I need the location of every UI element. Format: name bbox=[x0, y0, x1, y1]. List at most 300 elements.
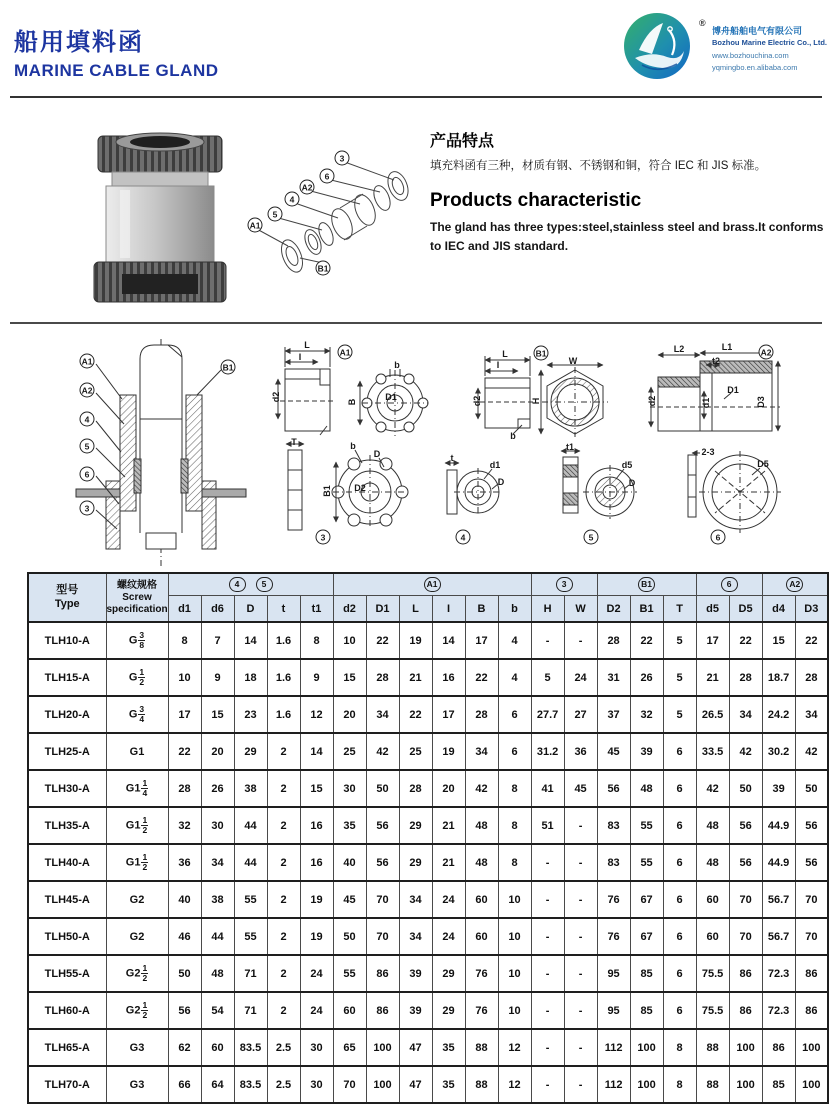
cell-I: 17 bbox=[432, 696, 465, 733]
cell-t1: 8 bbox=[300, 622, 333, 659]
cell-D3: 70 bbox=[795, 881, 828, 918]
cell-D1: 86 bbox=[366, 992, 399, 1029]
part-number-badge: 4 bbox=[229, 577, 246, 592]
dim-label-b: b bbox=[510, 431, 516, 441]
callout-5: 5 bbox=[584, 530, 599, 545]
cell-d1: 66 bbox=[168, 1066, 201, 1103]
cell-d4: 18.7 bbox=[762, 659, 795, 696]
col-header-D3: D3 bbox=[795, 596, 828, 623]
cell-D: 18 bbox=[234, 659, 267, 696]
cell-D1: 70 bbox=[366, 881, 399, 918]
cell-d1: 62 bbox=[168, 1029, 201, 1066]
cell-d2: 20 bbox=[333, 696, 366, 733]
cell-H: - bbox=[531, 844, 564, 881]
dim-label-b: b bbox=[350, 441, 356, 451]
col-header-b: b bbox=[498, 596, 531, 623]
cell-D1: 42 bbox=[366, 733, 399, 770]
cell-d2: 45 bbox=[333, 881, 366, 918]
cell-d2: 25 bbox=[333, 733, 366, 770]
cell-d2: 35 bbox=[333, 807, 366, 844]
cell-D: 14 bbox=[234, 622, 267, 659]
cell-D1: 100 bbox=[366, 1029, 399, 1066]
cell-t: 2 bbox=[267, 770, 300, 807]
cell-D5: 70 bbox=[729, 881, 762, 918]
cell-D1: 28 bbox=[366, 659, 399, 696]
cell-W: - bbox=[564, 955, 597, 992]
cell-H: - bbox=[531, 622, 564, 659]
cell-d2: 50 bbox=[333, 918, 366, 955]
cell-D5: 86 bbox=[729, 992, 762, 1029]
cell-D3: 28 bbox=[795, 659, 828, 696]
cell-L: 19 bbox=[399, 622, 432, 659]
cell-t: 1.6 bbox=[267, 696, 300, 733]
cell-d1: 22 bbox=[168, 733, 201, 770]
part-number-badge: 5 bbox=[256, 577, 273, 592]
cell-t1: 30 bbox=[300, 1066, 333, 1103]
cell-L: 29 bbox=[399, 807, 432, 844]
cell-d2: 60 bbox=[333, 992, 366, 1029]
cell-b: 10 bbox=[498, 881, 531, 918]
cell-I: 24 bbox=[432, 918, 465, 955]
cell-H: 41 bbox=[531, 770, 564, 807]
cell-B1: 32 bbox=[630, 696, 663, 733]
cell-T: 6 bbox=[663, 955, 696, 992]
cell-D1: 34 bbox=[366, 696, 399, 733]
cell-type: TLH55-A bbox=[28, 955, 106, 992]
cell-b: 10 bbox=[498, 955, 531, 992]
cell-d6: 34 bbox=[201, 844, 234, 881]
cell-t1: 12 bbox=[300, 696, 333, 733]
cell-I: 29 bbox=[432, 955, 465, 992]
cell-D3: 100 bbox=[795, 1066, 828, 1103]
cell-L: 34 bbox=[399, 918, 432, 955]
dim-label-D: D bbox=[373, 449, 381, 459]
cell-d2: 40 bbox=[333, 844, 366, 881]
cell-I: 16 bbox=[432, 659, 465, 696]
cell-d6: 38 bbox=[201, 881, 234, 918]
cell-D3: 86 bbox=[795, 955, 828, 992]
cell-D2: 45 bbox=[597, 733, 630, 770]
cell-D2: 95 bbox=[597, 955, 630, 992]
cell-L: 47 bbox=[399, 1066, 432, 1103]
cell-b: 10 bbox=[498, 918, 531, 955]
dim-label-L: L bbox=[304, 340, 310, 350]
callout-6: 6 bbox=[320, 169, 335, 184]
cell-H: - bbox=[531, 1029, 564, 1066]
cell-t: 1.6 bbox=[267, 622, 300, 659]
cell-b: 8 bbox=[498, 770, 531, 807]
cell-d1: 17 bbox=[168, 696, 201, 733]
cell-d5: 42 bbox=[696, 770, 729, 807]
cell-b: 4 bbox=[498, 622, 531, 659]
cell-screw-spec: G1 $\frac{1}{2}$ bbox=[106, 807, 168, 844]
cell-d4: 56.7 bbox=[762, 881, 795, 918]
cell-d1: 46 bbox=[168, 918, 201, 955]
cell-L: 28 bbox=[399, 770, 432, 807]
cell-screw-spec: G $\frac{1}{2}$ bbox=[106, 659, 168, 696]
cell-H: 5 bbox=[531, 659, 564, 696]
callout-6: 6 bbox=[80, 467, 95, 482]
cell-t1: 14 bbox=[300, 733, 333, 770]
cell-L: 29 bbox=[399, 844, 432, 881]
cell-D5: 22 bbox=[729, 622, 762, 659]
cell-screw-spec: G $\frac{3}{4}$ bbox=[106, 696, 168, 733]
cell-B: 60 bbox=[465, 881, 498, 918]
cell-I: 35 bbox=[432, 1066, 465, 1103]
callout-A1: A1 bbox=[248, 218, 263, 233]
cell-d6: 20 bbox=[201, 733, 234, 770]
cell-d6: 30 bbox=[201, 807, 234, 844]
cell-d6: 9 bbox=[201, 659, 234, 696]
callout-B1: B1 bbox=[221, 360, 236, 375]
dim-label-d1: d1 bbox=[701, 397, 711, 409]
cell-D2: 76 bbox=[597, 918, 630, 955]
cell-D1: 56 bbox=[366, 844, 399, 881]
cell-W: - bbox=[564, 622, 597, 659]
cell-d2: 65 bbox=[333, 1029, 366, 1066]
callout-B1: B1 bbox=[534, 346, 549, 361]
col-header-d6: d6 bbox=[201, 596, 234, 623]
cell-D: 83.5 bbox=[234, 1066, 267, 1103]
cell-W: 36 bbox=[564, 733, 597, 770]
cell-D2: 56 bbox=[597, 770, 630, 807]
cell-D: 44 bbox=[234, 807, 267, 844]
cell-D: 38 bbox=[234, 770, 267, 807]
cell-T: 6 bbox=[663, 844, 696, 881]
cell-d4: 56.7 bbox=[762, 918, 795, 955]
dim-label-D5: D5 bbox=[757, 459, 769, 469]
cell-d5: 88 bbox=[696, 1029, 729, 1066]
col-header-I: I bbox=[432, 596, 465, 623]
col-header-d5: d5 bbox=[696, 596, 729, 623]
dim-label-I: I bbox=[298, 352, 302, 362]
cell-I: 35 bbox=[432, 1029, 465, 1066]
cell-b: 6 bbox=[498, 696, 531, 733]
cell-t1: 19 bbox=[300, 881, 333, 918]
cell-D2: 112 bbox=[597, 1029, 630, 1066]
cell-T: 6 bbox=[663, 807, 696, 844]
cell-screw-spec: G2 $\frac{1}{2}$ bbox=[106, 955, 168, 992]
cell-t: 2 bbox=[267, 992, 300, 1029]
cell-d1: 10 bbox=[168, 659, 201, 696]
cell-type: TLH15-A bbox=[28, 659, 106, 696]
cell-H: - bbox=[531, 955, 564, 992]
cell-L: 39 bbox=[399, 992, 432, 1029]
cell-d5: 88 bbox=[696, 1066, 729, 1103]
cell-t: 1.6 bbox=[267, 659, 300, 696]
cell-d5: 75.5 bbox=[696, 992, 729, 1029]
cell-L: 22 bbox=[399, 696, 432, 733]
cell-D5: 86 bbox=[729, 955, 762, 992]
cell-D3: 22 bbox=[795, 622, 828, 659]
dim-label-H: H bbox=[531, 397, 541, 405]
part-number-badge: 3 bbox=[556, 577, 573, 592]
cell-H: - bbox=[531, 1066, 564, 1103]
col-header-d2: d2 bbox=[333, 596, 366, 623]
cell-type: TLH20-A bbox=[28, 696, 106, 733]
company-name-en: Bozhou Marine Electric Co., Ltd. bbox=[712, 38, 828, 48]
cell-d5: 33.5 bbox=[696, 733, 729, 770]
cell-d6: 26 bbox=[201, 770, 234, 807]
cell-D5: 56 bbox=[729, 807, 762, 844]
cell-H: 31.2 bbox=[531, 733, 564, 770]
company-website-1: www.bozhouchina.com bbox=[712, 50, 789, 60]
dim-label-D3: D3 bbox=[756, 396, 766, 408]
cell-B: 48 bbox=[465, 844, 498, 881]
cell-B: 34 bbox=[465, 733, 498, 770]
dim-label-L2: L2 bbox=[673, 344, 685, 354]
dim-label-B1: B1 bbox=[322, 485, 332, 497]
features-body-cn: 填充料函有三种，材质有钢、不锈钢和铜，符合 IEC 和 JIS 标准。 bbox=[430, 160, 767, 172]
cell-t1: 19 bbox=[300, 918, 333, 955]
cell-d5: 60 bbox=[696, 918, 729, 955]
cell-T: 6 bbox=[663, 992, 696, 1029]
cell-D3: 42 bbox=[795, 733, 828, 770]
cell-d1: 56 bbox=[168, 992, 201, 1029]
part-number-badge: 6 bbox=[721, 577, 738, 592]
cell-screw-spec: G1 $\frac{1}{4}$ bbox=[106, 770, 168, 807]
dim-label-b: b bbox=[394, 360, 400, 370]
cell-D2: 95 bbox=[597, 992, 630, 1029]
cell-H: - bbox=[531, 881, 564, 918]
col-header-H: H bbox=[531, 596, 564, 623]
cell-D2: 83 bbox=[597, 844, 630, 881]
callout-A2: A2 bbox=[300, 180, 315, 195]
cell-t: 2.5 bbox=[267, 1066, 300, 1103]
part-number-badge: B1 bbox=[638, 577, 655, 592]
page-title-en: MARINE CABLE GLAND bbox=[14, 61, 219, 80]
cell-B1: 67 bbox=[630, 918, 663, 955]
cell-type: TLH30-A bbox=[28, 770, 106, 807]
col-header-W: W bbox=[564, 596, 597, 623]
cell-D3: 56 bbox=[795, 844, 828, 881]
cell-d1: 8 bbox=[168, 622, 201, 659]
col-header-L: L bbox=[399, 596, 432, 623]
col-header-T: T bbox=[663, 596, 696, 623]
cell-d4: 24.2 bbox=[762, 696, 795, 733]
features-heading-en: Products characteristic bbox=[430, 190, 642, 212]
cell-W: - bbox=[564, 844, 597, 881]
col-header-d1: d1 bbox=[168, 596, 201, 623]
page-title-cn: 船用填料函 bbox=[14, 29, 144, 56]
dim-label-D1: D1 bbox=[727, 385, 739, 395]
cell-T: 5 bbox=[663, 696, 696, 733]
col-header-type: 型号 Type bbox=[28, 573, 106, 622]
dim-label-t2: t2 bbox=[711, 356, 721, 366]
part-number-badge: A1 bbox=[424, 577, 441, 592]
cell-d6: 7 bbox=[201, 622, 234, 659]
cell-T: 8 bbox=[663, 1066, 696, 1103]
col-header-D: D bbox=[234, 596, 267, 623]
dim-label-d5: d5 bbox=[621, 460, 633, 470]
cell-H: - bbox=[531, 918, 564, 955]
col-header-B: B bbox=[465, 596, 498, 623]
cell-d1: 28 bbox=[168, 770, 201, 807]
cell-screw-spec: G2 bbox=[106, 918, 168, 955]
cell-B1: 55 bbox=[630, 807, 663, 844]
company-website-2: yqmingbo.en.alibaba.com bbox=[712, 63, 798, 72]
cell-D5: 34 bbox=[729, 696, 762, 733]
callout-5: 5 bbox=[80, 439, 95, 454]
cell-T: 8 bbox=[663, 1029, 696, 1066]
cell-d5: 48 bbox=[696, 807, 729, 844]
cell-D: 55 bbox=[234, 918, 267, 955]
cell-d6: 48 bbox=[201, 955, 234, 992]
cell-D3: 86 bbox=[795, 992, 828, 1029]
cell-D: 55 bbox=[234, 881, 267, 918]
dim-label-D: D bbox=[497, 477, 505, 487]
callout-3: 3 bbox=[316, 530, 331, 545]
cell-B: 17 bbox=[465, 622, 498, 659]
callout-6: 6 bbox=[711, 530, 726, 545]
cell-W: - bbox=[564, 918, 597, 955]
dim-label-D: D bbox=[628, 478, 636, 488]
cell-D1: 100 bbox=[366, 1066, 399, 1103]
callout-3: 3 bbox=[335, 151, 350, 166]
cell-d2: 55 bbox=[333, 955, 366, 992]
dim-label-L1: L1 bbox=[721, 342, 733, 352]
cell-d2: 70 bbox=[333, 1066, 366, 1103]
cell-t: 2.5 bbox=[267, 1029, 300, 1066]
cell-B1: 26 bbox=[630, 659, 663, 696]
cell-type: TLH50-A bbox=[28, 918, 106, 955]
cell-d4: 39 bbox=[762, 770, 795, 807]
cell-d5: 75.5 bbox=[696, 955, 729, 992]
cell-T: 6 bbox=[663, 770, 696, 807]
dim-label-B: B bbox=[347, 398, 357, 406]
callout-3: 3 bbox=[80, 501, 95, 516]
cell-t1: 16 bbox=[300, 844, 333, 881]
cell-D2: 28 bbox=[597, 622, 630, 659]
cell-D2: 83 bbox=[597, 807, 630, 844]
company-name-cn: 博舟船舶电气有限公司 bbox=[712, 26, 803, 36]
cell-D5: 70 bbox=[729, 918, 762, 955]
cell-D1: 70 bbox=[366, 918, 399, 955]
cell-d4: 44.9 bbox=[762, 807, 795, 844]
cell-B: 60 bbox=[465, 918, 498, 955]
part-number-badge: A2 bbox=[786, 577, 803, 592]
cell-T: 5 bbox=[663, 659, 696, 696]
cell-D1: 86 bbox=[366, 955, 399, 992]
cell-I: 19 bbox=[432, 733, 465, 770]
cell-t: 2 bbox=[267, 918, 300, 955]
cell-d1: 50 bbox=[168, 955, 201, 992]
cell-screw-spec: G3 bbox=[106, 1029, 168, 1066]
cell-B1: 39 bbox=[630, 733, 663, 770]
cell-H: 27.7 bbox=[531, 696, 564, 733]
cell-D: 29 bbox=[234, 733, 267, 770]
cell-d4: 72.3 bbox=[762, 955, 795, 992]
cell-screw-spec: G $\frac{3}{8}$ bbox=[106, 622, 168, 659]
features-heading-cn: 产品特点 bbox=[430, 133, 495, 150]
cell-d1: 32 bbox=[168, 807, 201, 844]
cell-d5: 60 bbox=[696, 881, 729, 918]
cell-t1: 9 bbox=[300, 659, 333, 696]
cell-b: 4 bbox=[498, 659, 531, 696]
cell-d5: 48 bbox=[696, 844, 729, 881]
cell-L: 25 bbox=[399, 733, 432, 770]
cell-L: 47 bbox=[399, 1029, 432, 1066]
cell-t1: 15 bbox=[300, 770, 333, 807]
cell-D5: 50 bbox=[729, 770, 762, 807]
cell-D2: 31 bbox=[597, 659, 630, 696]
cell-W: - bbox=[564, 1029, 597, 1066]
cell-d4: 15 bbox=[762, 622, 795, 659]
cell-screw-spec: G3 bbox=[106, 1066, 168, 1103]
col-header-D1: D1 bbox=[366, 596, 399, 623]
registered-mark: ® bbox=[699, 18, 706, 28]
cell-screw-spec: G2 bbox=[106, 881, 168, 918]
dim-label-I: I bbox=[496, 360, 500, 370]
cell-B1: 85 bbox=[630, 955, 663, 992]
dim-label-D2: D2 bbox=[354, 483, 366, 493]
cell-t1: 24 bbox=[300, 955, 333, 992]
dim-label-d1: d1 bbox=[489, 460, 501, 470]
dim-label-2-3: 2-3 bbox=[701, 447, 715, 457]
cell-screw-spec: G1 $\frac{1}{2}$ bbox=[106, 844, 168, 881]
cell-B1: 85 bbox=[630, 992, 663, 1029]
dim-label-d2: d2 bbox=[472, 395, 482, 407]
cell-B1: 67 bbox=[630, 881, 663, 918]
cell-type: TLH40-A bbox=[28, 844, 106, 881]
col-header-t: t bbox=[267, 596, 300, 623]
cell-I: 29 bbox=[432, 992, 465, 1029]
cell-D5: 100 bbox=[729, 1029, 762, 1066]
features-body-en: The gland has three types:steel,stainless steel and brass.It conforms to IEC and JIS standard. bbox=[430, 220, 824, 253]
cell-D1: 56 bbox=[366, 807, 399, 844]
cell-W: - bbox=[564, 1066, 597, 1103]
cell-d6: 60 bbox=[201, 1029, 234, 1066]
cell-d1: 36 bbox=[168, 844, 201, 881]
cell-W: 27 bbox=[564, 696, 597, 733]
cell-D2: 76 bbox=[597, 881, 630, 918]
cell-t: 2 bbox=[267, 807, 300, 844]
cell-t1: 24 bbox=[300, 992, 333, 1029]
cell-W: 24 bbox=[564, 659, 597, 696]
dim-label-d2: d2 bbox=[271, 391, 281, 403]
cell-T: 5 bbox=[663, 622, 696, 659]
cell-d5: 17 bbox=[696, 622, 729, 659]
cell-d2: 15 bbox=[333, 659, 366, 696]
cell-D2: 37 bbox=[597, 696, 630, 733]
dim-label-T: T bbox=[291, 437, 297, 447]
cell-b: 8 bbox=[498, 807, 531, 844]
cell-D1: 22 bbox=[366, 622, 399, 659]
cell-type: TLH10-A bbox=[28, 622, 106, 659]
cell-T: 6 bbox=[663, 918, 696, 955]
cell-B1: 55 bbox=[630, 844, 663, 881]
cell-type: TLH45-A bbox=[28, 881, 106, 918]
cell-b: 12 bbox=[498, 1029, 531, 1066]
callout-4: 4 bbox=[80, 412, 95, 427]
dim-label-D1: D1 bbox=[385, 392, 397, 402]
col-header-D2: D2 bbox=[597, 596, 630, 623]
cell-L: 39 bbox=[399, 955, 432, 992]
cell-B: 88 bbox=[465, 1066, 498, 1103]
cell-d1: 40 bbox=[168, 881, 201, 918]
cell-L: 34 bbox=[399, 881, 432, 918]
cell-D5: 56 bbox=[729, 844, 762, 881]
cell-t: 2 bbox=[267, 844, 300, 881]
dim-label-W: W bbox=[568, 356, 578, 366]
cell-d4: 44.9 bbox=[762, 844, 795, 881]
col-header-d4: d4 bbox=[762, 596, 795, 623]
cell-B1: 100 bbox=[630, 1029, 663, 1066]
cell-B: 76 bbox=[465, 992, 498, 1029]
cell-W: - bbox=[564, 881, 597, 918]
callout-A1: A1 bbox=[338, 345, 353, 360]
cell-D3: 70 bbox=[795, 918, 828, 955]
